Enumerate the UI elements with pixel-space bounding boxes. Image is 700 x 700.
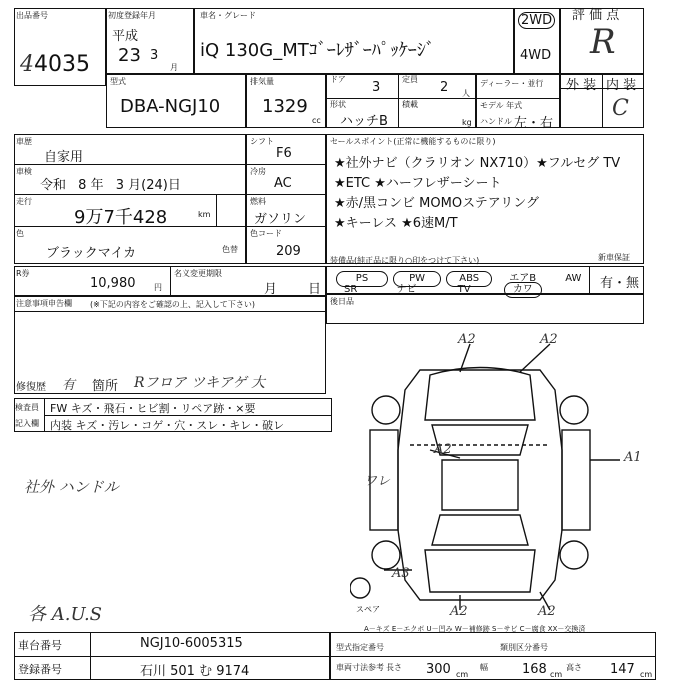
recycle-unit: 円 <box>154 283 162 292</box>
equipment-label: 装備品(純正品に限り○印をつけて下さい) <box>330 256 480 265</box>
recycle-amount: 10,980 <box>90 276 136 291</box>
inspection-label: 車検 <box>16 167 32 176</box>
recycle-divider <box>170 266 171 296</box>
car-right-front-wheel <box>560 396 588 424</box>
mark-a2-rear-left: A2 <box>450 604 468 619</box>
height-label: 高さ <box>566 663 582 672</box>
equipment-airbag: エアB <box>509 273 537 284</box>
footer-divider <box>90 632 91 680</box>
reg-no-label: 登録番号 <box>18 663 62 676</box>
inspector-row-1: FW キズ・飛石・ヒビ割・リペア跡・×要 <box>50 402 256 415</box>
length-label: 長さ <box>386 663 402 672</box>
history-line-2 <box>14 194 246 195</box>
mark-a2-rear-right: A2 <box>538 604 556 619</box>
grade-divider <box>602 74 603 128</box>
footer-spec-mid-line <box>330 656 656 657</box>
new-car-value: 有・無 <box>600 276 640 291</box>
handwritten-note-1: 社外 ハンドル <box>24 478 119 496</box>
width-unit: cm <box>550 670 563 679</box>
lot-label: 出品番号 <box>16 11 48 20</box>
sales-points-label: セールスポイント(正常に機能するものに限り) <box>330 137 496 146</box>
color-code-label: 色コード <box>250 229 282 238</box>
fuel-value: ガソリン <box>254 212 307 227</box>
shape-value: ハッチB <box>340 114 388 129</box>
new-car-label: 新車保証 <box>598 253 630 262</box>
mark-a2-front-left: A2 <box>458 332 476 347</box>
shape-label: 形状 <box>330 100 346 109</box>
model-value: DBA-NGJ10 <box>120 96 221 117</box>
inspector-label-1: 検査員 <box>15 403 39 412</box>
ac-label: 冷房 <box>250 167 266 176</box>
vehicle-name-label: 車名・グレード <box>200 11 256 20</box>
model-year-label: モデル 年式 <box>480 101 523 110</box>
mileage-label: 走行 <box>16 197 32 206</box>
mark-a1-right: A1 <box>624 450 642 465</box>
doors-divider <box>398 74 399 128</box>
length-value: 300 <box>426 662 451 677</box>
equipment-leather: カワ <box>504 282 542 298</box>
vehicle-name: iQ 130G_MTｺﾞｰﾚｻﾞｰﾊﾟｯｹｰｼﾞ <box>200 40 435 61</box>
repair-mark: 有 <box>62 378 76 393</box>
car-left-front-wheel <box>372 396 400 424</box>
handle-label: ハンドル <box>480 117 512 126</box>
seats-unit: 人 <box>462 89 470 98</box>
repair-label: 修復歴 <box>16 382 46 393</box>
inspection-date: 令和 8 年 3 月(24)日 <box>40 178 181 193</box>
car-right-rear-wheel <box>560 541 588 569</box>
notes-label: 注意事項申告欄 <box>16 299 72 308</box>
inspector-row-2: 内装 キズ・汚レ・コゲ・穴・スレ・キレ・破レ <box>50 419 285 432</box>
displacement-value: 1329 <box>262 96 308 117</box>
type-number-label: 型式指定番号 <box>336 643 384 652</box>
handle-value: 左・右 <box>514 116 554 131</box>
chassis-value: NGJ10-6005315 <box>140 636 243 651</box>
drive-2wd: 2WD <box>518 12 555 29</box>
length-unit: cm <box>456 670 469 679</box>
car-rear-window <box>432 515 528 545</box>
doors-label: ドア <box>330 75 346 84</box>
equipment-pw: PW <box>393 271 441 287</box>
height-unit: cm <box>640 670 653 679</box>
ac-value: AC <box>274 176 292 191</box>
mark-a2-front-right: A2 <box>540 332 558 347</box>
width-value: 168 <box>522 662 547 677</box>
equipment-tv: TV <box>457 284 471 295</box>
seats-label: 定員 <box>402 75 418 84</box>
color-label: 色 <box>16 229 24 238</box>
shift-label: シフト <box>250 137 274 146</box>
registration-era: 平成 <box>112 29 139 44</box>
notes-header-line <box>14 311 326 312</box>
mark-line-2 <box>520 344 550 372</box>
sales-point-line-1: ★社外ナビ（クラリオン NX710）★フルセグ TV <box>334 156 621 171</box>
equipment-abs: ABS <box>446 271 492 287</box>
sales-point-line-3: ★赤/黒コンビ MOMOステアリング <box>334 196 540 211</box>
displacement-unit: cc <box>312 116 321 125</box>
registration-month: 3 <box>150 48 159 63</box>
mileage-unit: km <box>198 210 211 219</box>
score-label: 評 価 点 <box>572 8 620 23</box>
model-label: 型式 <box>110 77 126 86</box>
exterior-label: 外 装 <box>566 78 597 93</box>
seats-value: 2 <box>440 80 449 95</box>
recycle-label: R券 <box>16 269 30 278</box>
chassis-label: 車台番号 <box>18 639 62 652</box>
registration-year: 23 <box>118 45 141 66</box>
shift-line-2 <box>246 194 326 195</box>
capacity-unit: kg <box>462 118 472 127</box>
displacement-label: 排気量 <box>250 77 274 86</box>
notes-hint: (※下記の内容をご確認の上、記入して下さい) <box>90 300 255 309</box>
mark-crack-left: ワレ <box>364 474 391 489</box>
score-value: R <box>590 22 616 62</box>
mileage-value: 9万7千428 <box>74 207 168 228</box>
spare-circle <box>350 578 370 598</box>
notice-label: 名义変更期限 <box>174 269 222 278</box>
car-outline <box>398 370 562 600</box>
car-hood <box>425 368 535 421</box>
color-change-label: 色替 <box>222 245 238 254</box>
color-code-value: 209 <box>276 244 301 259</box>
history-label: 車歴 <box>16 137 32 146</box>
color-value: ブラックマイカ <box>46 246 137 261</box>
car-left-rear-wheel <box>372 541 400 569</box>
notice-day-unit: 日 <box>308 282 322 297</box>
sales-point-line-2: ★ETC ★ハーフレザーシート <box>334 176 502 191</box>
shift-value: F6 <box>276 146 292 161</box>
fuel-label: 燃料 <box>250 197 266 206</box>
registration-month-unit: 月 <box>170 63 178 72</box>
inspector-label-2: 記入欄 <box>15 419 39 428</box>
notice-month-unit: 月 <box>264 282 278 297</box>
registration-label: 初度登録年月 <box>108 11 156 20</box>
history-value: 自家用 <box>44 150 84 165</box>
mileage-divider <box>216 194 217 226</box>
car-roof <box>442 460 518 510</box>
shift-line-1 <box>246 164 326 165</box>
repair-location-label: 箇所 <box>92 379 119 394</box>
equipment-navi: ナビ <box>396 284 417 295</box>
drive-4wd: 4WD <box>520 48 552 63</box>
equipment-ps: PS <box>336 271 388 287</box>
capacity-label: 積載 <box>402 100 418 109</box>
sales-point-line-4: ★キーレス ★6速M/T <box>334 216 458 231</box>
lot-number: 44035 <box>20 52 90 77</box>
doors-value: 3 <box>372 80 381 95</box>
spare-label: スペア <box>356 605 380 614</box>
dealer-label: ディーラー・並行 <box>480 79 544 88</box>
dimension-label: 車両寸法参考 <box>336 663 384 672</box>
handwritten-note-2: 各 A.U.S <box>28 604 103 625</box>
car-trunk <box>425 550 535 592</box>
class-number-label: 類別区分番号 <box>500 643 548 652</box>
equipment-aw: AW <box>565 273 582 284</box>
car-right-door <box>562 430 590 530</box>
grade-header-line <box>560 88 644 89</box>
footer-mid-line <box>14 656 330 657</box>
width-label: 幅 <box>480 663 488 672</box>
after-block <box>326 294 644 324</box>
after-label: 後日品 <box>330 297 354 306</box>
mark-a2-hood: A2 <box>434 442 452 457</box>
damage-diagram <box>350 330 640 630</box>
mark-a3-rear-left: A3 <box>392 566 410 581</box>
damage-legend: A－キズ E－エクボ U－凹み W－補修跡 S－サビ C－腐食 XX－交換済 <box>364 625 586 633</box>
equipment-sr: SR <box>344 284 358 295</box>
reg-no-value: 石川 501 む 9174 <box>140 664 250 679</box>
repair-location: Rフロア ツキアゲ 大 <box>134 375 266 391</box>
height-value: 147 <box>610 662 635 677</box>
interior-label: 内 装 <box>606 78 637 93</box>
interior-grade: C <box>612 96 629 121</box>
